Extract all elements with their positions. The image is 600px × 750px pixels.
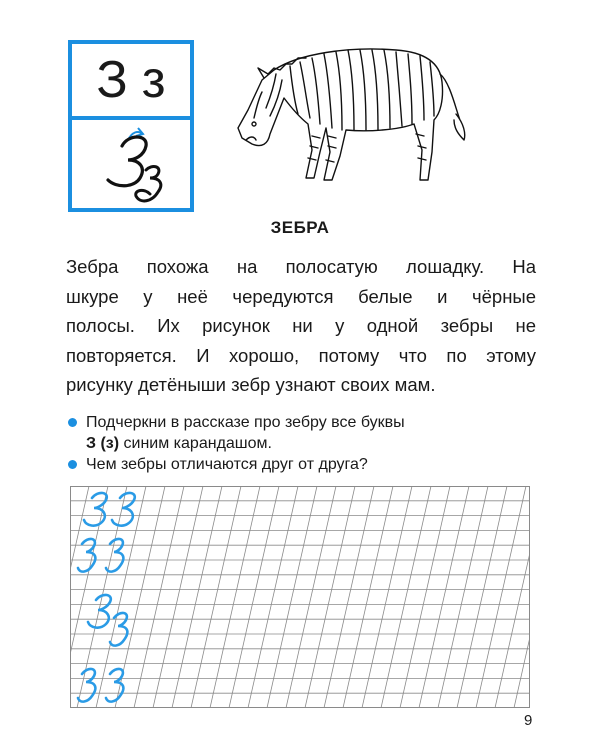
- grid-slant-line: [70, 486, 89, 708]
- task-letters: З (з): [86, 435, 120, 452]
- grid-slant-line: [495, 486, 530, 708]
- story-line: шкуре у неё чередуются белые и чёрные: [66, 285, 536, 307]
- task-text: синим карандашом.: [119, 435, 272, 452]
- sample-cursive-upper-z: [88, 595, 111, 628]
- cursive-sample-letters: [78, 493, 135, 702]
- sample-cursive-upper-z: [112, 493, 135, 526]
- task-list: [66, 412, 536, 475]
- grid-slant-line: [286, 486, 336, 708]
- printed-uppercase-letter: З: [96, 51, 128, 109]
- zebra-drawing-icon: [228, 40, 478, 188]
- cursive-z-icon: [72, 120, 190, 208]
- grid-slant-line: [438, 486, 488, 708]
- task-text: Чем зебры отличаются друг от друга?: [86, 456, 368, 473]
- grid-slant-line: [514, 486, 530, 708]
- sample-cursive-upper-z: [84, 493, 107, 526]
- story-line: полосы. Их рисунок ни у одной зебры не: [66, 315, 536, 336]
- grid-slant-line: [134, 486, 184, 708]
- handwriting-grid[interactable]: [70, 486, 530, 708]
- page-number: 9: [524, 712, 533, 729]
- grid-slant-line: [191, 486, 241, 708]
- bullet-icon: [68, 418, 77, 427]
- cursive-letters: [72, 120, 190, 208]
- sample-cursive-lower-z: [110, 613, 127, 646]
- letter-card: [68, 40, 194, 212]
- story-text: [66, 252, 536, 400]
- task-text: Подчеркни в рассказе про зебру все буквы: [86, 414, 405, 431]
- grid-slant-line: [210, 486, 260, 708]
- grid-slant-line: [153, 486, 203, 708]
- grid-slant-line: [362, 486, 412, 708]
- grid-slant-line: [419, 486, 469, 708]
- grid-lines: [70, 486, 530, 708]
- story-line: рисунку детёныши зебр узнают своих мам.: [66, 374, 436, 395]
- task-underline-letters: [66, 412, 536, 454]
- story-line: Зебра похожа на полосатую лошадку. На: [66, 256, 536, 277]
- grid-slant-line: [343, 486, 393, 708]
- task-question: [66, 454, 536, 475]
- sample-cursive-lower-z: [78, 669, 95, 702]
- sample-cursive-lower-z: [106, 669, 123, 702]
- story-line: повторяется. И хорошо, потому что по этому: [66, 344, 536, 366]
- grid-slant-line: [172, 486, 222, 708]
- printed-letters: [72, 44, 190, 120]
- grid-slant-line: [476, 486, 526, 708]
- grid-slant-line: [267, 486, 317, 708]
- grid-slant-line: [324, 486, 374, 708]
- grid-slant-line: [400, 486, 450, 708]
- grid-slant-line: [229, 486, 279, 708]
- printed-lowercase-letter: з: [141, 51, 166, 109]
- grid-slant-line: [381, 486, 431, 708]
- grid-slant-line: [305, 486, 355, 708]
- bullet-icon: [68, 460, 77, 469]
- grid-slant-line: [457, 486, 507, 708]
- grid-slant-line: [248, 486, 298, 708]
- page-title: ЗЕБРА: [270, 218, 330, 237]
